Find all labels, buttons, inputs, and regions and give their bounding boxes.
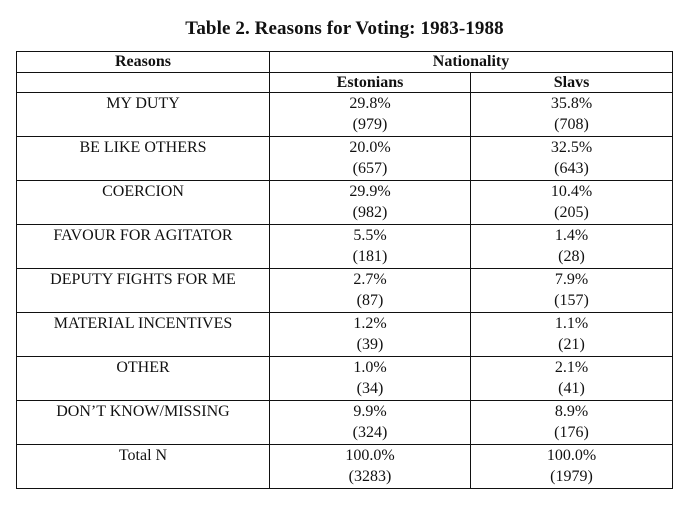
estonians-cell [270, 401, 471, 445]
estonians-cell [270, 313, 471, 357]
estonians-count: (324) [352, 424, 388, 441]
slavs-total-count: (1979) [550, 468, 593, 485]
estonians-percent: 9.9% [353, 403, 387, 420]
slavs-count: (708) [554, 116, 589, 133]
slavs-count: (28) [558, 248, 585, 265]
slavs-total-percent: 100.0% [546, 447, 597, 464]
slavs-percent: 2.1% [554, 359, 589, 376]
slavs-total-cell [471, 445, 673, 489]
reason-label: COERCION [17, 181, 270, 225]
slavs-percent: 8.9% [554, 403, 589, 420]
header-slavs: Slavs [471, 73, 673, 93]
slavs-count: (176) [554, 424, 589, 441]
header-row [17, 52, 673, 73]
table-title: Table 2. Reasons for Voting: 1983-1988 [185, 18, 504, 39]
estonians-cell [270, 137, 471, 181]
header-nationality: Nationality [270, 52, 673, 73]
estonians-total-count: (3283) [348, 468, 392, 485]
estonians-cell [270, 93, 471, 137]
reason-label: BE LIKE OTHERS [17, 137, 270, 181]
estonians-count: (657) [352, 160, 388, 177]
estonians-count: (39) [356, 336, 384, 353]
estonians-percent: 20.0% [349, 139, 391, 156]
reasons-table [16, 51, 673, 489]
subheader-row [17, 73, 673, 93]
slavs-cell [471, 93, 673, 137]
estonians-total-cell [270, 445, 471, 489]
total-label: Total N [17, 445, 270, 489]
reason-label: OTHER [17, 357, 270, 401]
estonians-percent: 5.5% [353, 227, 387, 244]
slavs-cell [471, 269, 673, 313]
subheader-blank [17, 73, 270, 93]
estonians-percent: 2.7% [353, 271, 387, 288]
table-row [17, 93, 673, 137]
slavs-percent: 1.1% [554, 315, 589, 332]
slavs-count: (643) [554, 160, 589, 177]
slavs-percent: 35.8% [550, 95, 593, 112]
estonians-count: (87) [356, 292, 384, 309]
reason-label: MY DUTY [17, 93, 270, 137]
estonians-percent: 29.9% [349, 183, 391, 200]
header-estonians: Estonians [270, 73, 471, 93]
slavs-cell [471, 181, 673, 225]
reason-label: DEPUTY FIGHTS FOR ME [17, 269, 270, 313]
total-row [17, 445, 673, 489]
estonians-total-percent: 100.0% [345, 447, 395, 464]
table-row [17, 357, 673, 401]
header-reasons: Reasons [17, 52, 270, 73]
estonians-percent: 1.2% [353, 315, 387, 332]
slavs-count: (41) [558, 380, 585, 397]
reason-label: MATERIAL INCENTIVES [17, 313, 270, 357]
slavs-count: (205) [554, 204, 589, 221]
slavs-percent: 7.9% [554, 271, 589, 288]
table-row [17, 401, 673, 445]
estonians-count: (181) [352, 248, 388, 265]
table-row [17, 181, 673, 225]
estonians-cell [270, 181, 471, 225]
table-row [17, 313, 673, 357]
slavs-count: (157) [554, 292, 589, 309]
slavs-percent: 1.4% [554, 227, 589, 244]
slavs-cell [471, 313, 673, 357]
table-row [17, 225, 673, 269]
slavs-cell [471, 357, 673, 401]
slavs-count: (21) [558, 336, 585, 353]
estonians-cell [270, 225, 471, 269]
estonians-count: (982) [352, 204, 388, 221]
estonians-count: (979) [352, 116, 388, 133]
slavs-cell [471, 401, 673, 445]
slavs-percent: 10.4% [550, 183, 593, 200]
estonians-cell [270, 357, 471, 401]
reason-label: FAVOUR FOR AGITATOR [17, 225, 270, 269]
reason-label: DON’T KNOW/MISSING [17, 401, 270, 445]
slavs-cell [471, 137, 673, 181]
estonians-count: (34) [356, 380, 384, 397]
estonians-percent: 1.0% [353, 359, 387, 376]
table-row [17, 137, 673, 181]
estonians-percent: 29.8% [349, 95, 391, 112]
table-row [17, 269, 673, 313]
estonians-cell [270, 269, 471, 313]
slavs-percent: 32.5% [550, 139, 593, 156]
slavs-cell [471, 225, 673, 269]
